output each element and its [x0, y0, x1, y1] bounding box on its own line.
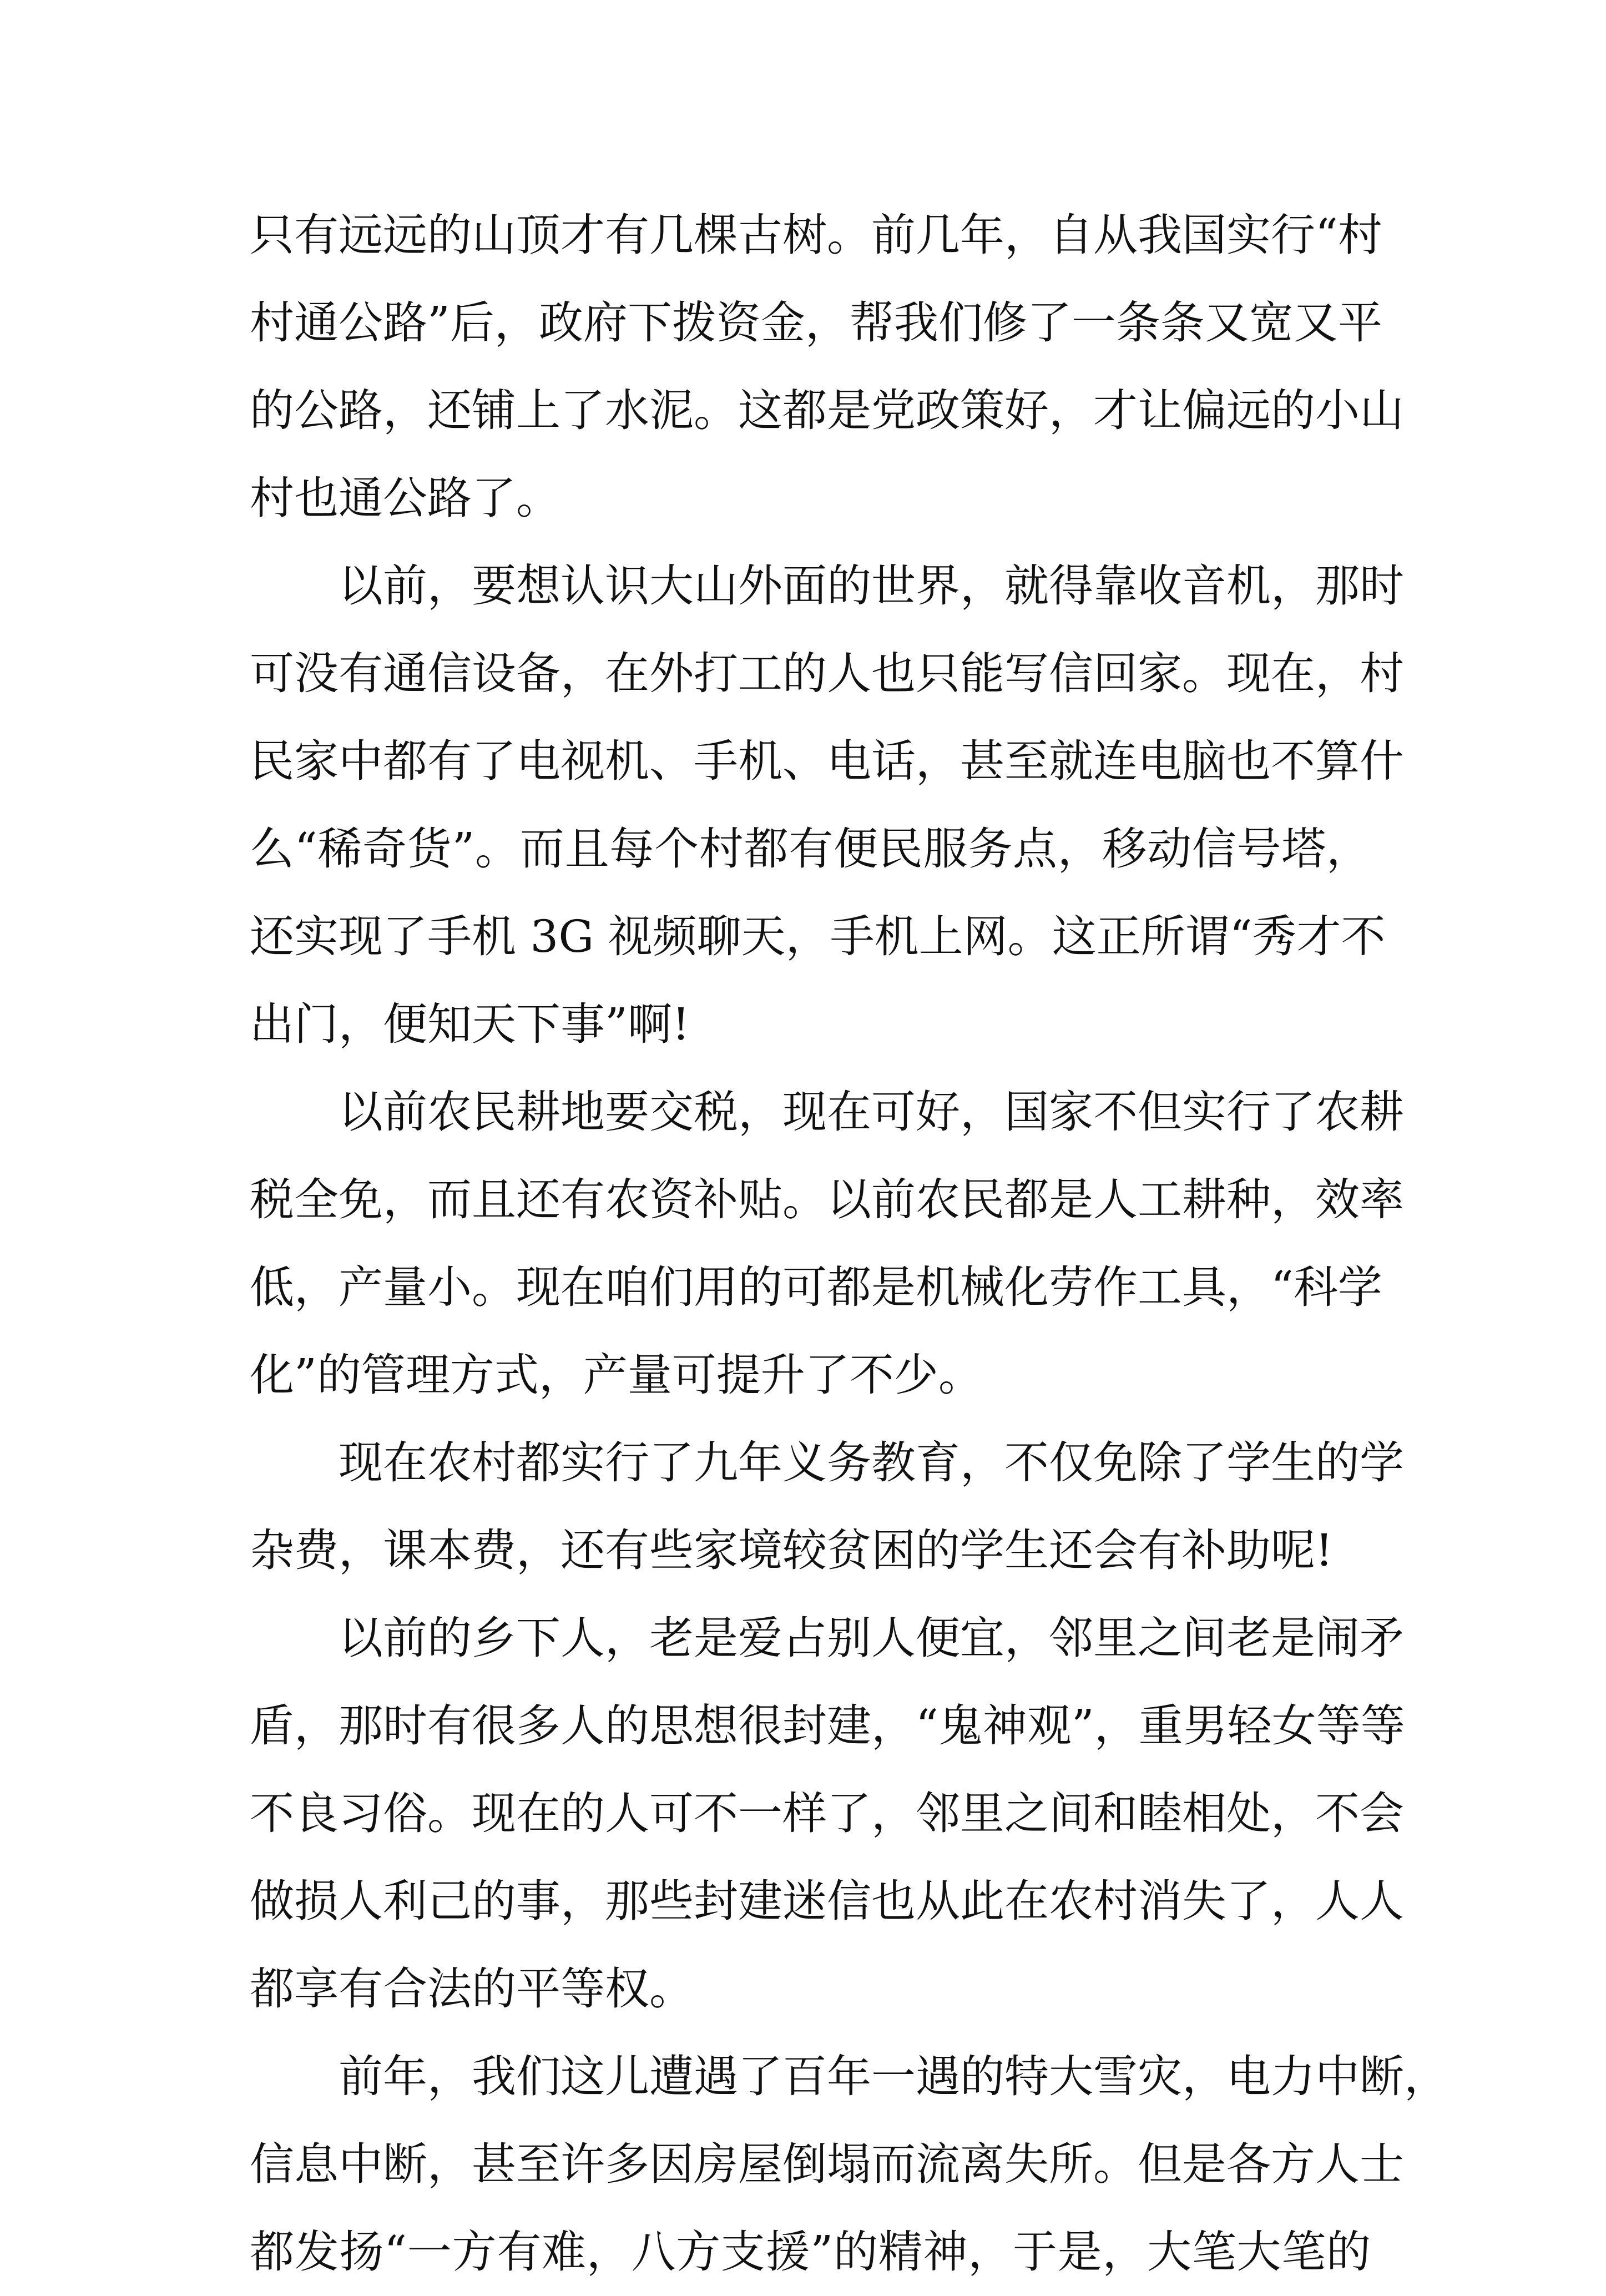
text-line: 前年，我们这儿遭遇了百年一遇的特大雪灾，电力中断， [250, 2051, 1448, 2102]
text-line: 税全免，而且还有农资补贴。以前农民都是人工耕种，效率 [250, 1174, 1404, 1225]
text-line: 低，产量小。现在咱们用的可都是机械化劳作工具，“科学 [250, 1261, 1382, 1313]
text-line: 只有远远的山顶才有几棵古树。前几年，自从我国实行“村 [250, 209, 1382, 261]
text-line: 现在农村都实行了九年义务教育，不仅免除了学生的学 [250, 1437, 1404, 1488]
document-body [250, 191, 1448, 2296]
text-line: 都享有合法的平等权。 [250, 1963, 694, 2015]
text-line: 以前农民耕地要交税，现在可好，国家不但实行了农耕 [250, 1086, 1404, 1138]
text-line: 信息中断，甚至许多因房屋倒塌而流离失所。但是各方人士 [250, 2138, 1404, 2190]
text-line: 不良习俗。现在的人可不一样了，邻里之间和睦相处，不会 [250, 1788, 1404, 1839]
text-line: 盾，那时有很多人的思想很封建，“鬼神观”，重男轻女等等 [250, 1700, 1405, 1752]
text-line: 还实现了手机 3G 视频聊天，手机上网。这正所谓“秀才不 [250, 911, 1386, 962]
text-line: 化”的管理方式，产量可提升了不少。 [250, 1349, 983, 1401]
text-line: 的公路，还铺上了水泥。这都是党政策好，才让偏远的小山 [250, 385, 1404, 436]
text-line: 么“稀奇货”。而且每个村都有便民服务点，移动信号塔， [250, 823, 1371, 875]
text-line: 做损人利己的事，那些封建迷信也从此在农村消失了，人人 [250, 1875, 1404, 1927]
text-line: 以前，要想认识大山外面的世界，就得靠收音机，那时 [250, 560, 1404, 612]
paragraph-4 [250, 1419, 1404, 1594]
paragraph-2 [250, 542, 1404, 1068]
paragraph-3 [250, 1068, 1404, 1419]
text-line: 以前的乡下人，老是爱占别人便宜，邻里之间老是闹矛 [250, 1612, 1404, 1664]
paragraph-1 [250, 191, 1404, 542]
text-line: 可没有通信设备，在外打工的人也只能写信回家。现在，村 [250, 648, 1404, 699]
text-line: 村也通公路了。 [250, 472, 560, 524]
text-line: 都发扬“一方有难，八方支援”的精神，于是，大笔大笔的 [250, 2226, 1371, 2278]
paragraph-6 [250, 2033, 1448, 2296]
text-line: 出门，便知天下事”啊! [250, 998, 690, 1050]
text-line: 杂费，课本费，还有些家境较贫困的学生还会有补助呢! [250, 1525, 1334, 1576]
text-line: 村通公路”后，政府下拨资金，帮我们修了一条条又宽又平 [250, 297, 1382, 349]
text-line: 民家中都有了电视机、手机、电话，甚至就连电脑也不算什 [250, 735, 1404, 787]
paragraph-5 [250, 1594, 1405, 2033]
